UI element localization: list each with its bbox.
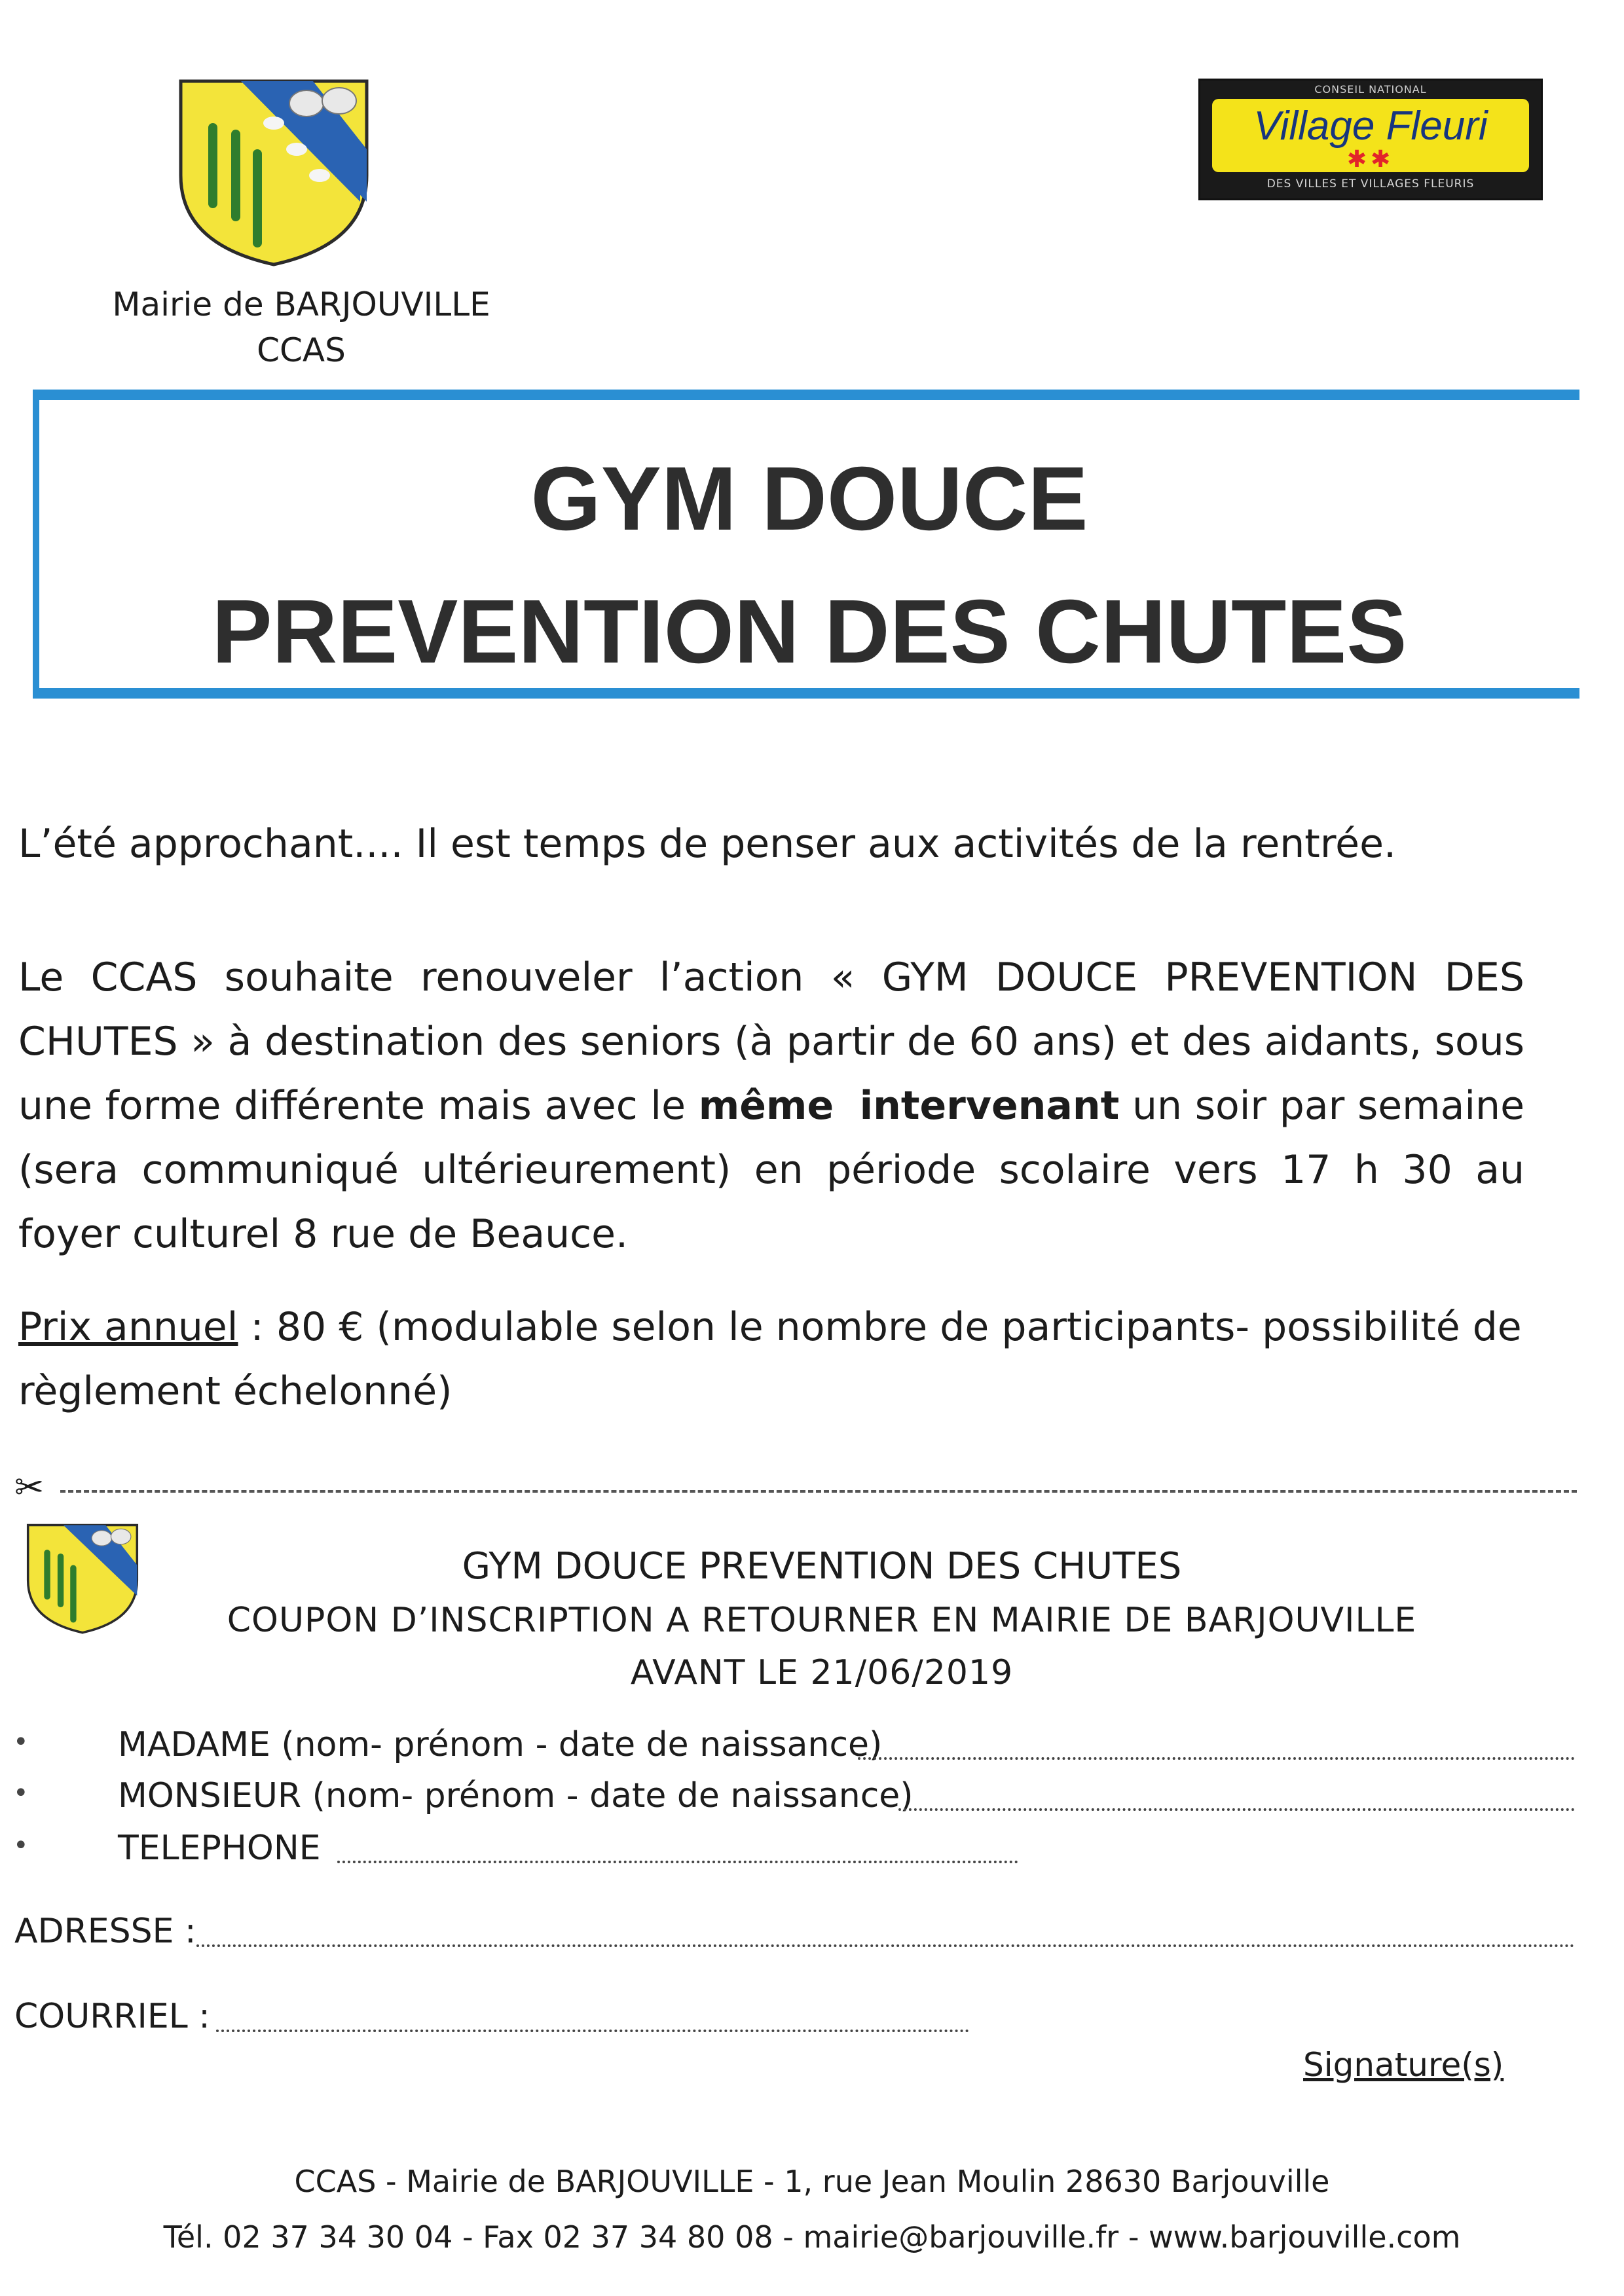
adresse-field[interactable] — [196, 1944, 1575, 1947]
label-bottom-text: DES VILLES ET VILLAGES FLEURIS — [1266, 177, 1475, 191]
courriel-field[interactable] — [216, 2030, 969, 2032]
label-name: Village Fleuri — [1253, 103, 1488, 149]
telephone-field[interactable] — [337, 1861, 1018, 1863]
scissors-icon: ✂ — [14, 1467, 45, 1508]
description-paragraph — [18, 945, 1524, 1266]
coupon-subtitle: COUPON D’INSCRIPTION A RETOURNER EN MAIRIE DE BARJOUVILLE — [227, 1601, 1417, 1640]
bullet-icon: • — [13, 1727, 29, 1757]
footer-address: CCAS - Mairie de BARJOUVILLE - 1, rue Jean Moulin 28630 Barjouville — [294, 2164, 1330, 2199]
monsieur-field[interactable] — [898, 1808, 1575, 1811]
village-fleuri-label — [1198, 79, 1543, 200]
cut-line — [60, 1490, 1577, 1493]
madame-field[interactable] — [858, 1757, 1575, 1760]
signature-label: Signature(s) — [1303, 2046, 1504, 2084]
coupon-deadline: AVANT LE 21/06/2019 — [630, 1653, 1014, 1692]
price-paragraph — [18, 1295, 1524, 1423]
municipal-crest-logo — [175, 77, 372, 267]
footer-contact: Tél. 02 37 34 30 04 - Fax 02 37 34 80 08 - mairie@barjouville.fr - www.barjouville.com — [163, 2219, 1461, 2255]
description-text-1: Le CCAS souhaite renouveler l’action « GYM DOUCE PREVENTION DES CHUTES » à destination des seniors (à partir de 60 ans) et des aidants, sous une forme différente mais avec le — [18, 955, 1524, 1129]
title-line-2: PREVENTION DES CHUTES — [212, 581, 1407, 682]
bold-word-meme: même — [698, 1083, 834, 1129]
price-text: : 80 € (modulable selon le nombre de participants- possibilité de règlement échelonné) — [18, 1304, 1522, 1414]
intro-paragraph: L’été approchant.... Il est temps de penser aux activités de la rentrée. — [18, 821, 1397, 867]
label-plate — [1212, 99, 1529, 172]
flower-icon: ✱✱ — [1346, 146, 1395, 173]
telephone-label: TELEPHONE — [118, 1829, 321, 1868]
madame-label: MADAME (nom- prénom - date de naissance) — [118, 1725, 883, 1764]
adresse-label: ADRESSE : — [14, 1912, 196, 1951]
mairie-heading — [72, 282, 530, 373]
bullet-icon: • — [13, 1778, 29, 1808]
title-box — [33, 390, 1579, 699]
title-line-1: GYM DOUCE — [530, 448, 1088, 549]
courriel-label: COURRIEL : — [14, 1997, 210, 2036]
mairie-name: Mairie de BARJOUVILLE — [112, 285, 490, 323]
municipal-crest-small-logo — [25, 1522, 140, 1635]
bold-word-intervenant: intervenant — [859, 1083, 1120, 1129]
price-label: Prix annuel — [18, 1304, 238, 1350]
coupon-title: GYM DOUCE PREVENTION DES CHUTES — [462, 1545, 1182, 1588]
ccas-label: CCAS — [257, 331, 346, 369]
description-text-2: un soir par semaine (sera communiqué ultérieurement) en période scolaire vers 17 h 30 au foyer culturel 8 rue de Beauce. — [18, 1083, 1524, 1257]
bullet-icon: • — [13, 1831, 29, 1861]
monsieur-label: MONSIEUR (nom- prénom - date de naissance) — [118, 1776, 913, 1815]
label-top-text: CONSEIL NATIONAL — [1314, 83, 1427, 96]
